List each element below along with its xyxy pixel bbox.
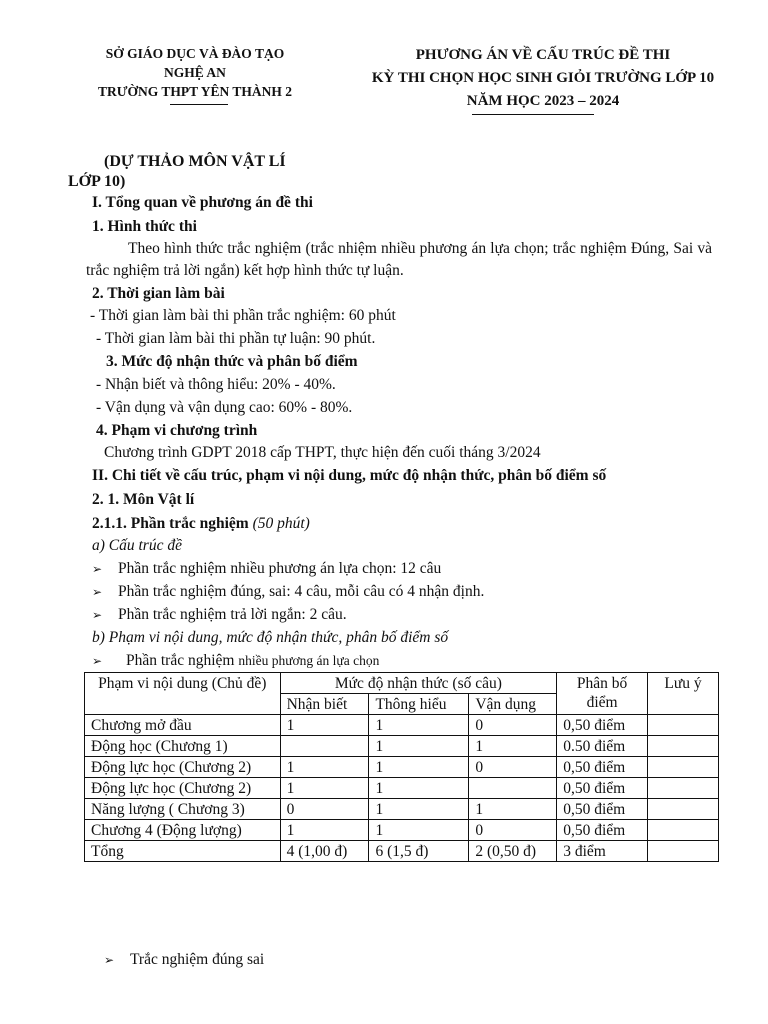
table-row xyxy=(85,778,719,799)
table-caption xyxy=(92,651,379,671)
part-heading-time: (50 phút) xyxy=(252,515,310,532)
exam-time-heading: 2. Thời gian làm bài xyxy=(92,285,225,302)
cell-comprehension: 1 xyxy=(369,778,469,799)
cell-content: Năng lượng ( Chương 3) xyxy=(85,799,281,820)
cognitive-level-low: - Nhận biết và thông hiểu: 20% - 40%. xyxy=(96,376,336,393)
distribution-table xyxy=(84,672,719,862)
structure-item: ➢ Phần trắc nghiệm trả lời ngắn: 2 câu. xyxy=(92,606,347,623)
arrow-bullet-icon: ➢ xyxy=(92,608,103,622)
title-line-3: NĂM HỌC 2023 – 2024 xyxy=(466,93,620,109)
header-recognition: Nhận biết xyxy=(280,694,369,715)
part-heading xyxy=(92,514,310,534)
exam-format-heading: 1. Hình thức thi xyxy=(92,218,197,235)
school-name: TRƯỜNG THPT YÊN THÀNH 2 xyxy=(97,84,293,99)
cell-score: 0.50 điểm xyxy=(557,736,648,757)
exam-format-text: Theo hình thức trắc nghiệm (trắc nhiệm nhiều phương án lựa chọn; trắc nghiệm Đúng, Sai và trắc nghiệm trả lời ngắn) kết hợp hình thức tự luận. xyxy=(86,240,712,279)
table-row xyxy=(85,820,719,841)
section-2-heading: II. Chi tiết về cấu trúc, phạm vi nội dung, mức độ nhận thức, phân bố điểm số xyxy=(92,467,607,484)
header-right-underline xyxy=(472,114,594,115)
next-item xyxy=(104,950,264,970)
cell-note xyxy=(648,799,719,820)
arrow-bullet-icon: ➢ xyxy=(92,585,103,599)
table-row xyxy=(85,799,719,820)
structure-label: a) Cấu trúc đề xyxy=(92,537,182,554)
program-scope-text: Chương trình GDPT 2018 cấp THPT, thực hiện đến cuối tháng 3/2024 xyxy=(104,444,541,461)
cell-recognition: 1 xyxy=(280,757,369,778)
cell-application: 0 xyxy=(469,820,557,841)
header-level: Mức độ nhận thức (số câu) xyxy=(280,673,557,694)
arrow-bullet-icon: ➢ xyxy=(92,654,103,668)
table-row xyxy=(85,757,719,778)
cell-note xyxy=(648,778,719,799)
cell-recognition: 4 (1,00 đ) xyxy=(280,841,369,862)
cell-recognition: 0 xyxy=(280,799,369,820)
cell-content: Tổng xyxy=(85,841,281,862)
cell-note xyxy=(648,715,719,736)
cell-score: 0,50 điểm xyxy=(557,799,648,820)
cell-comprehension: 1 xyxy=(369,736,469,757)
title-line-1: PHƯƠNG ÁN VỀ CẤU TRÚC ĐỀ THI xyxy=(415,47,671,63)
scope-label: b) Phạm vi nội dung, mức độ nhận thức, phân bố điểm số xyxy=(92,629,449,646)
cell-content: Chương mở đầu xyxy=(85,715,281,736)
header-left-underline xyxy=(170,104,228,105)
cell-score: 0,50 điểm xyxy=(557,757,648,778)
subject-heading: 2. 1. Môn Vật lí xyxy=(92,491,195,508)
table-row xyxy=(85,715,719,736)
next-item-label: Trắc nghiệm đúng sai xyxy=(130,951,265,968)
structure-item: ➢ Phần trắc nghiệm đúng, sai: 4 câu, mỗi câu có 4 nhận định. xyxy=(92,583,485,600)
program-scope-heading: 4. Phạm vi chương trình xyxy=(96,422,258,439)
header-comprehension: Thông hiểu xyxy=(369,694,469,715)
cognitive-level-heading: 3. Mức độ nhận thức và phân bố điểm xyxy=(106,353,358,370)
school-header xyxy=(60,44,330,101)
header-content: Phạm vi nội dung (Chủ đề) xyxy=(85,673,281,715)
cell-application: 1 xyxy=(469,799,557,820)
cell-comprehension: 1 xyxy=(369,820,469,841)
cell-note xyxy=(648,757,719,778)
cell-application xyxy=(469,778,557,799)
header-note: Lưu ý xyxy=(648,673,719,715)
cell-recognition: 1 xyxy=(280,778,369,799)
table-caption-sub: nhiều phương án lựa chọn xyxy=(238,653,380,668)
table-caption-main: Phần trắc nghiệm xyxy=(126,652,235,669)
section-1-heading: I. Tổng quan về phương án đề thi xyxy=(92,194,313,211)
cell-score: 3 điểm xyxy=(557,841,648,862)
cell-recognition xyxy=(280,736,369,757)
cell-recognition: 1 xyxy=(280,820,369,841)
arrow-bullet-icon: ➢ xyxy=(104,953,115,967)
cell-comprehension: 1 xyxy=(369,715,469,736)
cell-application: 2 (0,50 đ) xyxy=(469,841,557,862)
draft-title: (DỰ THẢO MÔN VẬT LÍ xyxy=(104,153,286,170)
arrow-bullet-icon: ➢ xyxy=(92,562,103,576)
header-application: Vận dụng xyxy=(469,694,557,715)
cell-recognition: 1 xyxy=(280,715,369,736)
document-title xyxy=(318,44,768,113)
cell-score: 0,50 điểm xyxy=(557,778,648,799)
cell-comprehension: 1 xyxy=(369,799,469,820)
cell-content: Động lực học (Chương 2) xyxy=(85,757,281,778)
table-row xyxy=(85,841,719,862)
cell-content: Chương 4 (Động lượng) xyxy=(85,820,281,841)
table-header-row xyxy=(85,673,719,694)
cell-score: 0,50 điểm xyxy=(557,715,648,736)
cell-content: Động lực học (Chương 2) xyxy=(85,778,281,799)
cell-comprehension: 6 (1,5 đ) xyxy=(369,841,469,862)
cell-note xyxy=(648,820,719,841)
cognitive-level-high: - Vận dụng và vận dụng cao: 60% - 80%. xyxy=(96,399,353,416)
title-line-2: KỲ THI CHỌN HỌC SINH GIỎI TRƯỜNG LỚP 10 xyxy=(371,70,715,86)
exam-time-mc: - Thời gian làm bài thi phần trắc nghiệm: 60 phút xyxy=(90,307,396,324)
cell-content: Động học (Chương 1) xyxy=(85,736,281,757)
cell-score: 0,50 điểm xyxy=(557,820,648,841)
cell-note xyxy=(648,736,719,757)
header-score: Phân bố điểm xyxy=(557,673,648,715)
table-row xyxy=(85,736,719,757)
cell-note xyxy=(648,841,719,862)
department-name: SỞ GIÁO DỤC VÀ ĐÀO TẠO xyxy=(105,46,285,61)
part-heading-label: 2.1.1. Phần trắc nghiệm xyxy=(92,515,249,532)
structure-item: ➢ Phần trắc nghiệm nhiều phương án lựa chọn: 12 câu xyxy=(92,560,442,577)
exam-time-essay: - Thời gian làm bài thi phần tự luận: 90 phút. xyxy=(96,330,376,347)
province-name: NGHỆ AN xyxy=(164,65,226,80)
table-body xyxy=(85,715,719,862)
cell-application: 1 xyxy=(469,736,557,757)
cell-application: 0 xyxy=(469,757,557,778)
cell-comprehension: 1 xyxy=(369,757,469,778)
draft-grade: LỚP 10) xyxy=(68,173,126,190)
cell-application: 0 xyxy=(469,715,557,736)
